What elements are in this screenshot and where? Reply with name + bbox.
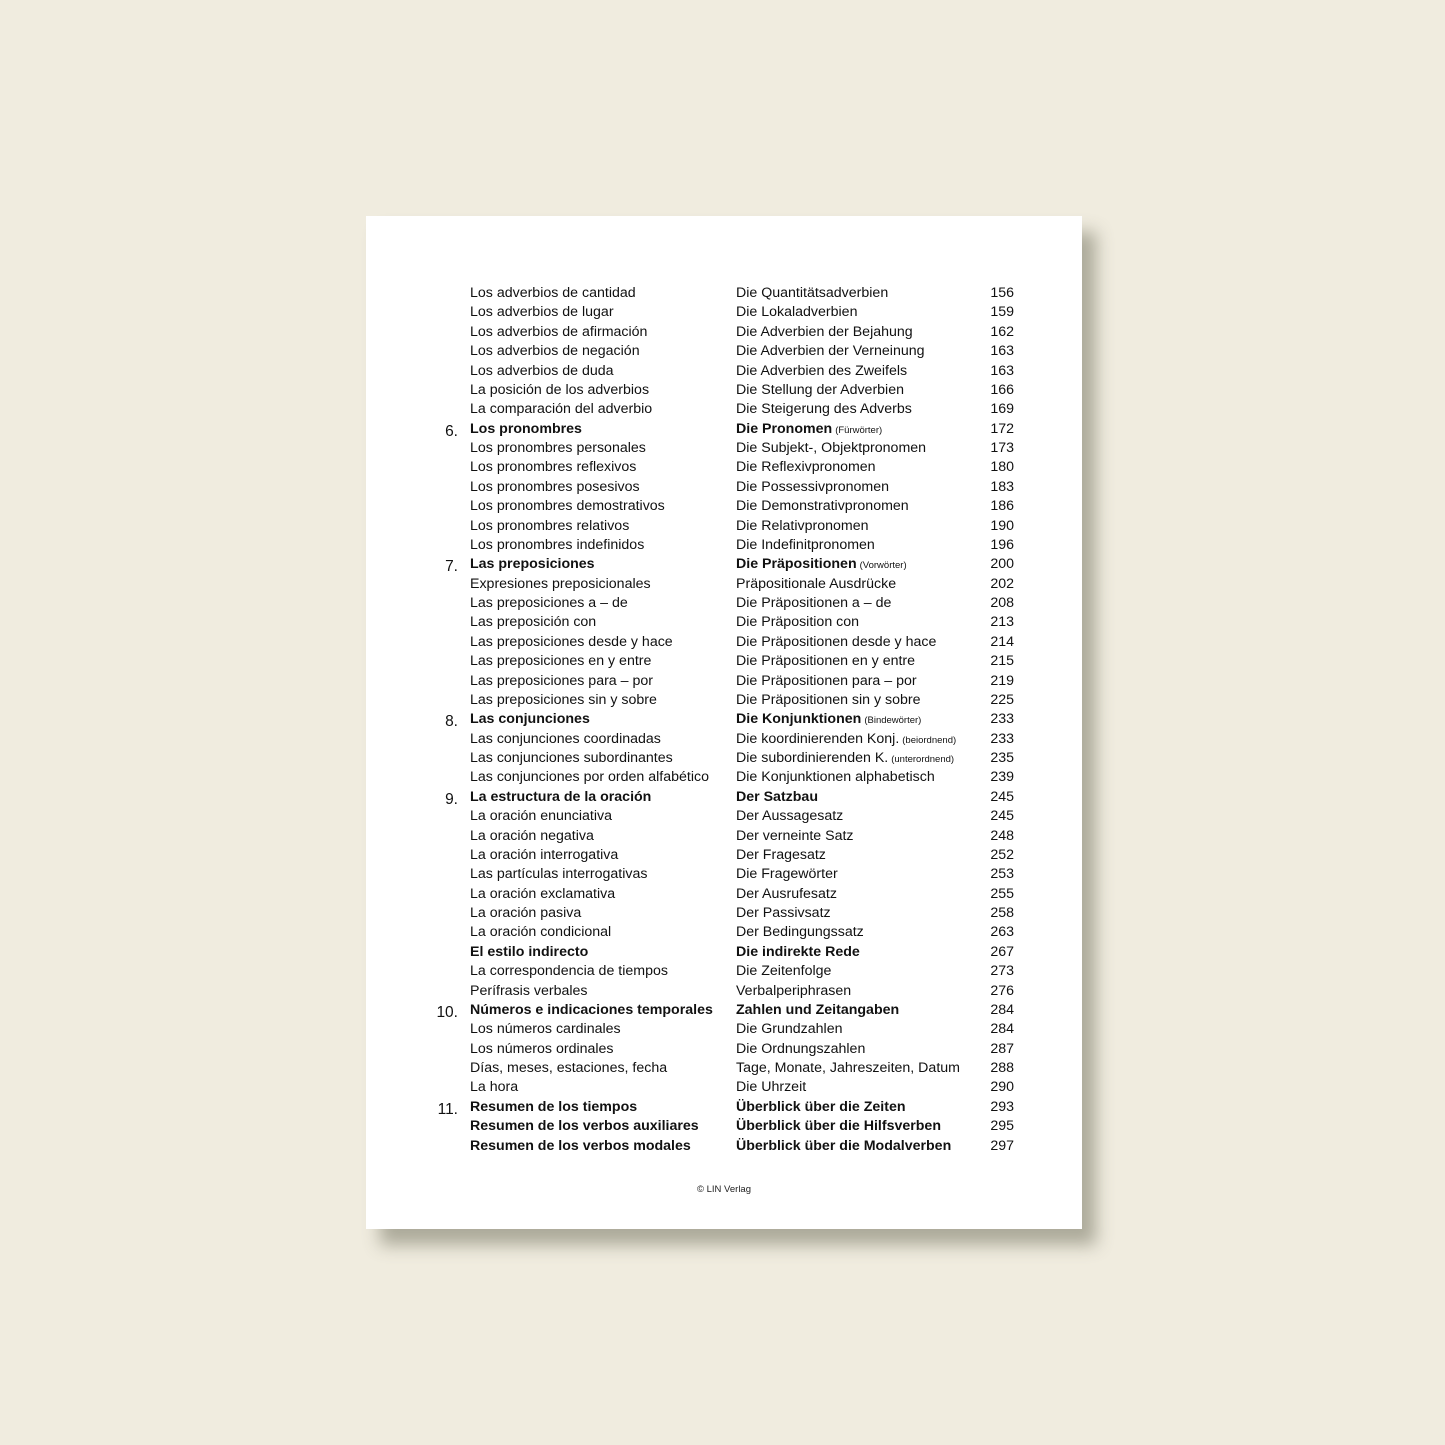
toc-chapter-row <box>366 1117 1082 1136</box>
page-number: 293 <box>990 1098 1014 1115</box>
spanish-title: Las conjunciones subordinantes <box>470 750 673 766</box>
german-title-note: (unterordnend) <box>891 754 955 765</box>
german-title: Der Fragesatz <box>736 846 826 863</box>
spanish-title: Las preposición con <box>470 614 597 631</box>
toc-entry-row <box>366 923 1082 942</box>
spanish-title: La comparación del adverbio <box>470 401 653 418</box>
spanish-title: Los adverbios de afirmación <box>470 323 648 340</box>
spanish-title: La oración negativa <box>470 827 594 844</box>
spanish-title: La hora <box>470 1079 519 1096</box>
spanish-title: Días, meses, estaciones, fecha <box>470 1060 668 1076</box>
german-title: Die Relativpronomen <box>736 517 869 534</box>
german-title-cell <box>736 439 926 458</box>
spanish-title: Las conjunciones coordinadas <box>470 730 661 747</box>
german-title-cell <box>736 400 912 419</box>
page-number: 225 <box>990 691 1014 708</box>
german-title: Die Lokaladverbien <box>736 304 858 321</box>
german-title-cell <box>736 710 921 730</box>
german-title-cell <box>736 1040 865 1059</box>
toc-entry-row <box>366 1020 1082 1039</box>
spanish-title: La oración condicional <box>470 924 612 941</box>
page-number: 233 <box>990 711 1014 728</box>
german-title-cell <box>736 536 875 555</box>
toc-entry-row <box>366 613 1082 632</box>
german-title: Verbalperiphrasen <box>736 982 852 999</box>
page-number: 208 <box>990 595 1014 611</box>
toc-entry-row <box>366 865 1082 884</box>
german-title: Die Konjunktionen <box>736 711 862 728</box>
spanish-title: La estructura de la oración <box>470 788 652 805</box>
toc-entry-row <box>366 342 1082 361</box>
toc-entry-row <box>366 381 1082 400</box>
toc-entry-row <box>366 458 1082 477</box>
german-title-cell <box>736 827 854 846</box>
toc-entry-row <box>366 439 1082 458</box>
toc-entry-row <box>366 284 1082 303</box>
german-title: Die Adverbien der Bejahung <box>736 323 913 340</box>
spanish-title: Números e indicaciones temporales <box>470 1001 713 1018</box>
spanish-title: La oración enunciativa <box>470 808 612 825</box>
toc-entry-row <box>366 827 1082 846</box>
german-title: Die Präpositionen sin y sobre <box>736 691 921 708</box>
spanish-title: Los adverbios de lugar <box>470 304 614 321</box>
page-number: 214 <box>990 633 1014 650</box>
german-title: Die Präpositionen para – por <box>736 672 917 689</box>
german-title: Präpositionale Ausdrücke <box>736 575 897 592</box>
toc-entry-row <box>366 323 1082 342</box>
toc-entry-row <box>366 1078 1082 1097</box>
german-title-cell <box>736 768 935 787</box>
spanish-title: Las preposiciones a – de <box>470 595 628 611</box>
spanish-title: Las preposiciones <box>470 556 595 573</box>
page-number: 284 <box>990 1001 1014 1018</box>
chapter-number: 10. <box>436 1003 458 1021</box>
toc-entry-row <box>366 536 1082 555</box>
spanish-title: La posición de los adverbios <box>470 381 650 398</box>
page-number: 248 <box>990 827 1014 844</box>
german-title-cell <box>736 1078 806 1097</box>
german-title: Die Stellung der Adverbien <box>736 381 904 398</box>
spanish-title: La correspondencia de tiempos <box>470 963 668 980</box>
page-number: 297 <box>990 1137 1014 1154</box>
german-title-cell <box>736 865 838 884</box>
page-number: 263 <box>990 924 1014 941</box>
page-number: 163 <box>990 343 1014 360</box>
german-title: Die Präpositionen desde y hace <box>736 633 937 650</box>
toc-entry-row <box>366 885 1082 904</box>
german-title: Die Präpositionen a – de <box>736 595 892 611</box>
german-title: Der Ausrufesatz <box>736 885 837 902</box>
german-title: Der Passivsatz <box>736 905 831 921</box>
toc-entry-row <box>366 497 1082 516</box>
spanish-title: Perífrasis verbales <box>470 982 588 999</box>
spanish-title: Las conjunciones por orden alfabético <box>470 769 709 786</box>
german-title-note: (Vorwörter) <box>859 560 907 572</box>
spanish-title: Resumen de los tiempos <box>470 1098 638 1115</box>
german-title: Die Adverbien des Zweifels <box>736 362 908 379</box>
german-title-cell <box>736 1001 899 1020</box>
document-page <box>366 216 1082 1229</box>
page-number: 213 <box>990 614 1014 631</box>
spanish-title: Los pronombres posesivos <box>470 478 640 495</box>
page-number: 186 <box>990 498 1014 515</box>
german-title: Die subordinierenden K. <box>736 750 889 766</box>
toc-entry-row <box>366 478 1082 497</box>
german-title-note: (Bindewörter) <box>864 715 922 727</box>
spanish-title: Las preposiciones desde y hace <box>470 633 673 650</box>
toc-entry-row <box>366 633 1082 652</box>
german-title: Die Steigerung des Adverbs <box>736 401 912 418</box>
german-title-cell <box>736 749 954 769</box>
spanish-title: Los adverbios de negación <box>470 343 640 360</box>
german-title-cell <box>736 1098 906 1117</box>
toc-entry-row <box>366 846 1082 865</box>
page-number: 183 <box>990 478 1014 495</box>
toc-entry-row <box>366 768 1082 787</box>
toc-chapter-row <box>366 710 1082 729</box>
german-title-cell <box>736 943 860 962</box>
german-title-cell <box>736 575 896 594</box>
german-title-cell <box>736 730 956 750</box>
toc-entry-row <box>366 807 1082 826</box>
spanish-title: Las preposiciones en y entre <box>470 653 652 670</box>
page-number: 276 <box>990 982 1014 999</box>
german-title-cell <box>736 323 913 342</box>
toc-entry-row <box>366 904 1082 923</box>
german-title-cell <box>736 478 889 497</box>
german-title-cell <box>736 1137 951 1156</box>
german-title: Die Konjunktionen alphabetisch <box>736 769 935 786</box>
toc-chapter-row <box>366 1001 1082 1020</box>
toc-entry-row <box>366 400 1082 419</box>
spanish-title: Los adverbios de cantidad <box>470 285 636 301</box>
german-title: Überblick über die Hilfsverben <box>736 1118 941 1135</box>
german-title-cell <box>736 691 921 710</box>
spanish-title: Los pronombres relativos <box>470 517 630 534</box>
german-title-cell <box>736 923 864 942</box>
german-title: Der Satzbau <box>736 788 818 805</box>
german-title: Die koordinierenden Konj. <box>736 730 900 747</box>
chapter-number: 6. <box>445 422 458 440</box>
page-number: 255 <box>990 885 1014 902</box>
toc-chapter-row <box>366 1137 1082 1156</box>
german-title: Die indirekte Rede <box>736 943 860 960</box>
german-title: Die Adverbien der Verneinung <box>736 343 925 360</box>
spanish-title: Los pronombres reflexivos <box>470 459 637 476</box>
german-title-cell <box>736 1117 941 1136</box>
page-number: 200 <box>990 556 1014 573</box>
german-title: Die Präpositionen <box>736 556 857 573</box>
toc-entry-row <box>366 517 1082 536</box>
german-title: Überblick über die Modalverben <box>736 1137 952 1154</box>
german-title: Die Zeitenfolge <box>736 963 832 980</box>
spanish-title: El estilo indirecto <box>470 943 589 960</box>
german-title: Die Präposition con <box>736 614 860 631</box>
spanish-title: Las preposiciones sin y sobre <box>470 691 657 708</box>
page-number: 235 <box>990 750 1014 766</box>
toc-entry-row <box>366 575 1082 594</box>
page-number: 284 <box>990 1021 1014 1038</box>
page-number: 166 <box>990 381 1014 398</box>
toc-chapter-row <box>366 555 1082 574</box>
copyright-footer: © LIN Verlag <box>697 1184 751 1195</box>
german-title: Die Indefinitpronomen <box>736 536 875 553</box>
page-number: 215 <box>990 653 1014 670</box>
toc-chapter-row <box>366 943 1082 962</box>
german-title-cell <box>736 458 876 477</box>
page-number: 267 <box>990 943 1014 960</box>
toc-entry-row <box>366 1040 1082 1059</box>
toc-entry-row <box>366 982 1082 1001</box>
toc-chapter-row <box>366 788 1082 807</box>
german-title-cell <box>736 342 925 361</box>
spanish-title: La oración pasiva <box>470 905 582 921</box>
german-title-cell <box>736 962 831 981</box>
german-title-cell <box>736 982 851 1001</box>
german-title: Zahlen und Zeitangaben <box>736 1001 900 1018</box>
german-title: Der verneinte Satz <box>736 827 854 844</box>
page-number: 258 <box>990 905 1014 921</box>
german-title: Der Aussagesatz <box>736 808 844 825</box>
page-number: 233 <box>990 730 1014 747</box>
toc-chapter-row <box>366 420 1082 439</box>
page-number: 169 <box>990 401 1014 418</box>
spanish-title: Las preposiciones para – por <box>470 672 653 689</box>
page-number: 162 <box>990 323 1014 340</box>
chapter-number: 7. <box>445 558 458 576</box>
toc-entry-row <box>366 962 1082 981</box>
page-number: 190 <box>990 517 1014 534</box>
spanish-title: Expresiones preposicionales <box>470 575 651 592</box>
spanish-title: Resumen de los verbos auxiliares <box>470 1118 699 1135</box>
german-title-cell <box>736 1059 960 1078</box>
page-number: 219 <box>990 672 1014 689</box>
spanish-title: Los pronombres personales <box>470 440 646 456</box>
german-title-cell <box>736 904 831 923</box>
page-number: 159 <box>990 304 1014 321</box>
german-title-cell <box>736 303 857 322</box>
toc-chapter-row <box>366 1098 1082 1117</box>
page-number: 180 <box>990 459 1014 476</box>
page-number: 196 <box>990 536 1014 553</box>
toc-entry-row <box>366 594 1082 613</box>
german-title-cell <box>736 362 907 381</box>
toc-entry-row <box>366 652 1082 671</box>
german-title-cell <box>736 555 907 575</box>
german-title-cell <box>736 1020 842 1039</box>
german-title-cell <box>736 846 826 865</box>
german-title: Der Bedingungssatz <box>736 924 864 941</box>
page-number: 273 <box>990 963 1014 980</box>
toc-entry-row <box>366 362 1082 381</box>
german-title-cell <box>736 788 818 807</box>
chapter-number: 9. <box>445 790 458 808</box>
spanish-title: Los pronombres indefinidos <box>470 536 645 553</box>
german-title: Die Fragewörter <box>736 866 838 883</box>
chapter-number: 8. <box>445 713 458 731</box>
german-title-note: (beiordnend) <box>902 734 957 746</box>
spanish-title: Los adverbios de duda <box>470 362 614 379</box>
page-number: 253 <box>990 866 1014 883</box>
page-number: 245 <box>990 788 1014 805</box>
german-title-cell <box>736 672 917 691</box>
german-title-cell <box>736 517 868 536</box>
german-title: Tage, Monate, Jahreszeiten, Datum <box>736 1060 960 1076</box>
page-number: 245 <box>990 808 1014 825</box>
german-title: Die Subjekt-, Objektpronomen <box>736 440 927 456</box>
page-number: 172 <box>990 420 1014 437</box>
toc-entry-row <box>366 730 1082 749</box>
page-number: 287 <box>990 1040 1014 1057</box>
page-number: 202 <box>990 575 1014 592</box>
german-title-cell <box>736 652 915 671</box>
german-title: Die Reflexivpronomen <box>736 459 876 476</box>
page-number: 288 <box>990 1060 1014 1076</box>
german-title-cell <box>736 594 891 613</box>
page-number: 252 <box>990 846 1014 863</box>
toc-entry-row <box>366 749 1082 768</box>
chapter-number: 11. <box>437 1100 458 1118</box>
spanish-title: Los números cardinales <box>470 1021 621 1038</box>
german-title-cell <box>736 284 888 303</box>
german-title-cell <box>736 420 882 440</box>
spanish-title: La oración exclamativa <box>470 885 616 902</box>
german-title: Die Uhrzeit <box>736 1079 807 1096</box>
german-title-cell <box>736 613 859 632</box>
german-title: Die Ordnungszahlen <box>736 1040 866 1057</box>
german-title: Die Quantitätsadverbien <box>736 285 889 301</box>
german-title-cell <box>736 497 909 516</box>
german-title-cell <box>736 807 843 826</box>
toc-entry-row <box>366 1059 1082 1078</box>
german-title: Die Pronomen <box>736 420 833 437</box>
german-title-cell <box>736 885 837 904</box>
table-of-contents <box>366 284 1082 1156</box>
german-title: Die Grundzahlen <box>736 1021 843 1038</box>
german-title-note: (Fürwörter) <box>835 424 883 436</box>
german-title: Die Demonstrativpronomen <box>736 498 909 515</box>
page-number: 295 <box>990 1118 1014 1135</box>
page-number: 156 <box>990 285 1014 301</box>
german-title: Die Possessivpronomen <box>736 478 889 495</box>
page-number: 173 <box>990 440 1014 456</box>
spanish-title: Los pronombres <box>470 420 582 437</box>
german-title: Überblick über die Zeiten <box>736 1098 906 1115</box>
toc-entry-row <box>366 691 1082 710</box>
toc-entry-row <box>366 303 1082 322</box>
page-number: 163 <box>990 362 1014 379</box>
spanish-title: Resumen de los verbos modales <box>470 1137 691 1154</box>
page-number: 290 <box>990 1079 1014 1096</box>
spanish-title: Los pronombres demostrativos <box>470 498 665 515</box>
german-title: Die Präpositionen en y entre <box>736 653 916 670</box>
spanish-title: Los números ordinales <box>470 1040 614 1057</box>
toc-entry-row <box>366 672 1082 691</box>
spanish-title: Las partículas interrogativas <box>470 866 648 883</box>
german-title-cell <box>736 381 904 400</box>
spanish-title: La oración interrogativa <box>470 846 619 863</box>
german-title-cell <box>736 633 936 652</box>
page-number: 239 <box>990 769 1014 786</box>
spanish-title: Las conjunciones <box>470 711 590 728</box>
